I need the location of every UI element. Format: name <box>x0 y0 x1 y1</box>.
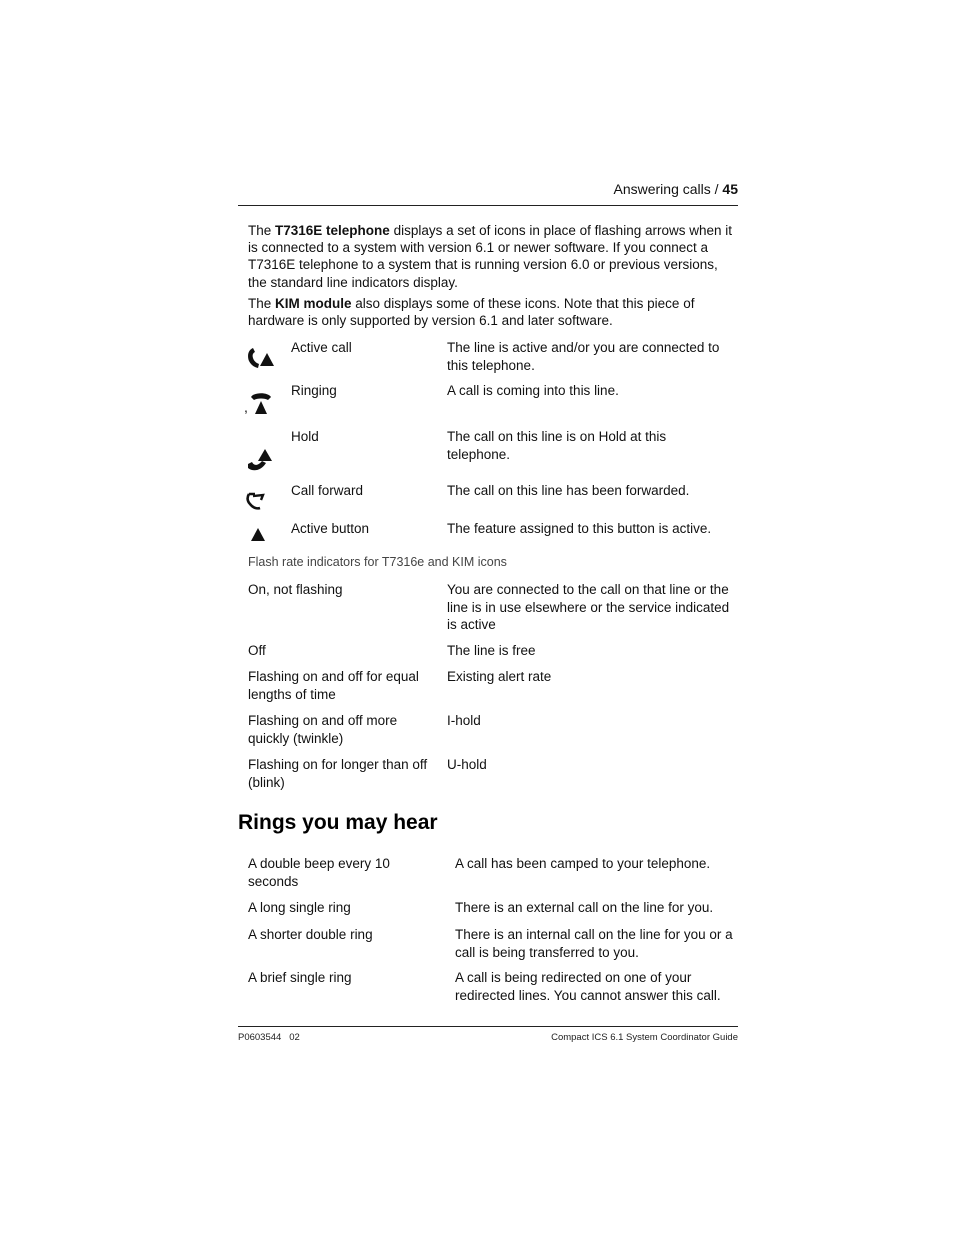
active-button-icon <box>244 522 278 552</box>
icon-name-active-call: Active call <box>291 340 352 355</box>
ring-meaning-shorter-double: There is an internal call on the line for you or a call is being transferred to you. <box>455 927 733 960</box>
flash-state-equal: Flashing on and off for equal lengths of time <box>248 669 419 702</box>
icon-desc-active-button: The feature assigned to this button is active. <box>447 521 712 536</box>
icon-desc-active-call: The line is active and/or you are connected to this telephone. <box>447 340 720 373</box>
document-number: P0603544 02 <box>238 1032 300 1043</box>
svg-text:,: , <box>244 399 248 415</box>
product-name: T7316E telephone <box>275 223 390 238</box>
icon-name-hold: Hold <box>291 429 319 444</box>
flash-state-off: Off <box>248 643 266 658</box>
icon-desc-call-forward: The call on this line has been forwarded. <box>447 483 690 498</box>
footer-rule <box>238 1026 738 1027</box>
intro-paragraph-1 <box>248 222 736 291</box>
active-call-icon <box>244 343 278 373</box>
page-number: 45 <box>722 181 738 197</box>
ring-meaning-long-single: There is an external call on the line for you. <box>455 900 714 915</box>
ring-type-brief-single: A brief single ring <box>248 970 352 985</box>
table-caption: Flash rate indicators for T7316e and KIM icons <box>248 555 507 569</box>
icon-name-call-forward: Call forward <box>291 483 364 498</box>
text-run: displays a set of icons in place of flashing arrows when it is connected to a system with version 6.1 or newer software. If you connect a T7316E telephone to a system that is running version 6.0 or previous versions, the standard line indicators display. <box>248 223 732 290</box>
intro-paragraph-2 <box>248 295 736 329</box>
flash-meaning-twinkle: I-hold <box>447 713 481 728</box>
icon-desc-hold: The call on this line is on Hold at this telephone. <box>447 429 667 462</box>
text-run: The <box>248 296 276 311</box>
flash-meaning-off: The line is free <box>447 643 536 658</box>
header-title: Answering calls / <box>613 181 719 197</box>
icon-name-ringing: Ringing <box>291 383 337 398</box>
hold-icon <box>244 444 278 474</box>
call-forward-icon <box>244 487 278 517</box>
ring-meaning-brief-single: A call is being redirected on one of your redirected lines. You cannot answer this call. <box>455 970 721 1003</box>
flash-state-on: On, not flashing <box>248 582 343 597</box>
section-heading: Rings you may hear <box>238 811 438 834</box>
ring-type-shorter-double: A shorter double ring <box>248 927 373 942</box>
running-header <box>613 181 738 197</box>
text-run: The <box>248 223 276 238</box>
icon-desc-ringing: A call is coming into this line. <box>447 383 619 398</box>
flash-state-twinkle: Flashing on and off more quickly (twinkle) <box>248 713 398 746</box>
header-rule <box>238 205 738 206</box>
flash-meaning-equal: Existing alert rate <box>447 669 552 684</box>
document-title: Compact ICS 6.1 System Coordinator Guide <box>551 1032 738 1043</box>
ring-meaning-double-beep: A call has been camped to your telephone. <box>455 856 711 871</box>
module-name: KIM module <box>275 296 352 311</box>
icon-name-active-button: Active button <box>291 521 370 536</box>
ring-type-long-single: A long single ring <box>248 900 351 915</box>
ringing-icon <box>244 388 278 418</box>
flash-meaning-blink: U-hold <box>447 757 487 772</box>
flash-state-blink: Flashing on for longer than off (blink) <box>248 757 428 790</box>
text-run: also displays some of these icons. Note that this piece of hardware is only supported by version 6.1 and later software. <box>248 296 695 329</box>
flash-meaning-on: You are connected to the call on that line or the line is in use elsewhere or the service indicated is active <box>447 582 730 633</box>
ring-type-double-beep: A double beep every 10 seconds <box>248 856 390 889</box>
